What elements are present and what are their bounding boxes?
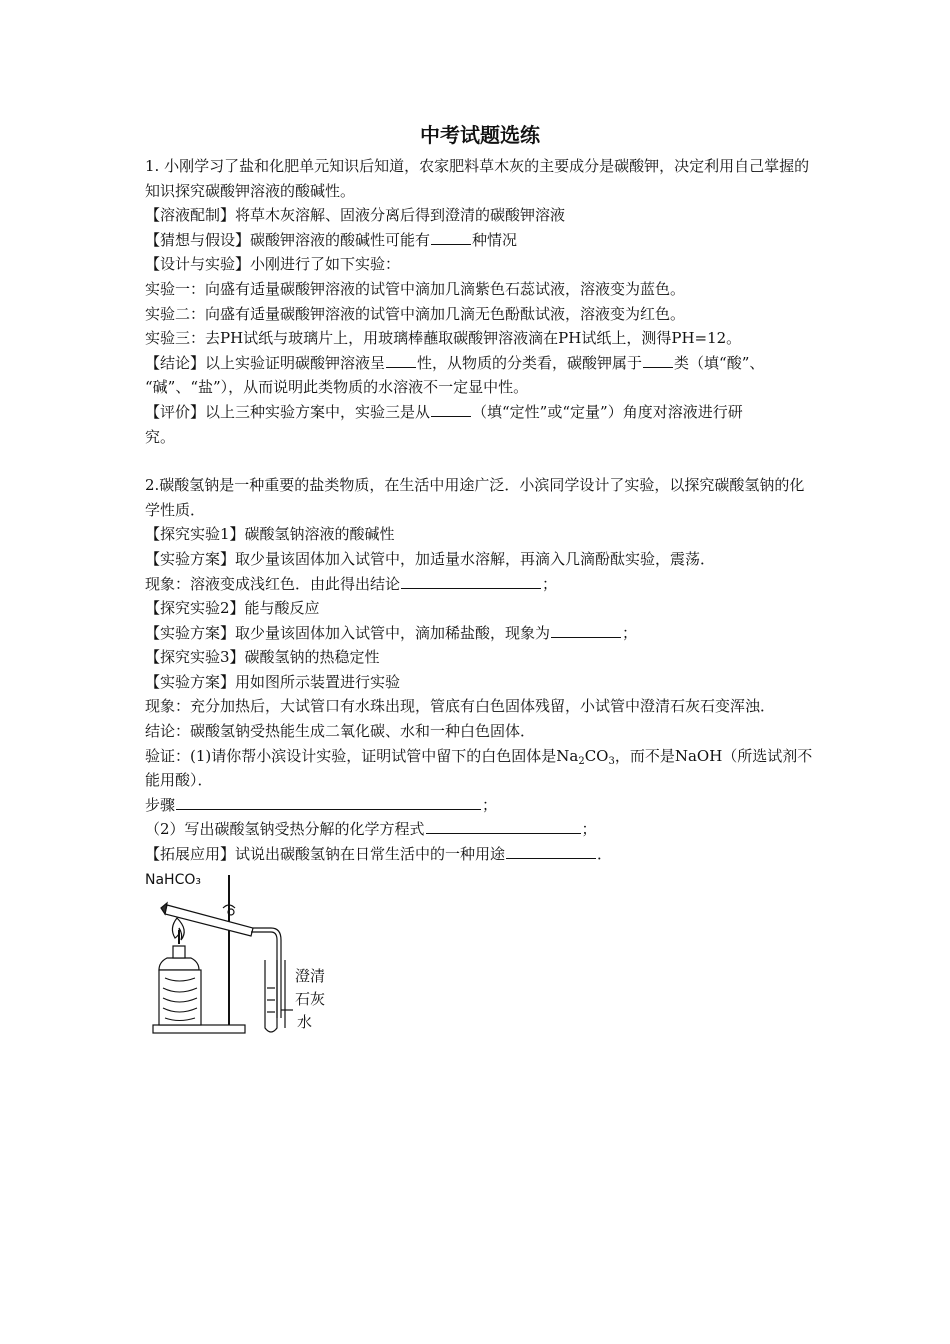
q2-verify xyxy=(145,744,815,793)
q2-e1-observation xyxy=(145,572,815,597)
q1-exp1: 实验一：向盛有适量碳酸钾溶液的试管中滴加几滴紫色石蕊试液，溶液变为蓝色。 xyxy=(145,279,686,298)
q1-intro: 1. 小刚学习了盐和化肥单元知识后知道，农家肥料草木灰的主要成分是碳酸钾，决定利用自己掌握的知识探究碳酸钾溶液的酸碱性。 xyxy=(145,157,810,200)
q2-verify-text: CO xyxy=(584,746,609,765)
apparatus-figure xyxy=(145,870,345,1040)
q1-concl-text: 性，从物质的分类看，碳酸钾属于 xyxy=(417,353,643,372)
q2-e3-conclusion: 结论：碳酸氢钠受热能生成二氧化碳、水和一种白色固体． xyxy=(145,722,536,741)
q2-e3-observation: 现象：充分加热后，大试管口有水珠出现，管底有白色固体残留，小试管中澄清石灰石变浑浊． xyxy=(145,697,776,716)
q1-prep: 【溶液配制】将草木灰溶解、固液分离后得到澄清的碳酸钾溶液 xyxy=(145,206,566,225)
q1-concl-text: 类（填“酸”、 xyxy=(674,353,765,372)
answer-blank[interactable] xyxy=(401,572,541,589)
q2-step xyxy=(145,793,815,818)
spacer xyxy=(145,449,815,473)
answer-blank[interactable] xyxy=(431,400,471,417)
q1-hypothesis xyxy=(145,228,815,253)
q1-exp2: 实验二：向盛有适量碳酸钾溶液的试管中滴加几滴无色酚酞试液，溶液变为红色。 xyxy=(145,304,686,323)
q2-e3: 【探究实验3】碳酸氢钠的热稳定性 xyxy=(145,648,380,667)
q1-eval-text: 【评价】以上三种实验方案中，实验三是从 xyxy=(145,402,431,421)
answer-blank[interactable] xyxy=(506,842,596,859)
q2-equation xyxy=(145,817,815,842)
q2-eq-text: （2）写出碳酸氢钠受热分解的化学方程式 xyxy=(145,820,425,839)
figure-label-limewater: 水 xyxy=(297,1013,313,1031)
q2-e3-plan: 【实验方案】用如图所示装置进行实验 xyxy=(145,672,401,691)
q1-evaluation xyxy=(145,400,815,425)
q2-e1-plan: 【实验方案】取少量该固体加入试管中，加适量水溶解，再滴入几滴酚酞实验，震荡． xyxy=(145,549,716,568)
answer-blank[interactable] xyxy=(551,621,621,638)
apparatus-drawing xyxy=(145,870,345,1040)
q2-e1obs-text: 现象：溶液变成浅红色．由此得出结论 xyxy=(145,574,401,593)
q2-e1: 【探究实验1】碳酸氢钠溶液的酸碱性 xyxy=(145,525,395,544)
q1-hypo-text: 【猜想与假设】碳酸钾溶液的酸碱性可能有 xyxy=(145,230,431,249)
q1-hypo-tail: 种情况 xyxy=(472,230,518,249)
answer-blank[interactable] xyxy=(386,351,416,368)
figure-label-limewater: 石灰 xyxy=(295,990,326,1008)
figure-label-nahco3: NaHCO₃ xyxy=(145,872,201,888)
subscript: 2 xyxy=(578,755,585,767)
q2-step-text: 步骤 xyxy=(145,795,176,814)
q2-application xyxy=(145,842,815,867)
q1-exp3: 实验三：去PH试纸与玻璃片上，用玻璃棒蘸取碳酸钾溶液滴在PH试纸上，测得PH=12。 xyxy=(145,329,742,348)
figure-label-limewater: 澄清 xyxy=(295,967,326,985)
q1-conclusion xyxy=(145,351,815,376)
q2-e1obs-tail: ； xyxy=(542,574,558,593)
answer-blank[interactable] xyxy=(643,351,673,368)
q2-step-tail: ； xyxy=(482,795,498,814)
q2-e2plan-tail: ； xyxy=(622,623,638,642)
q2-verify-text: ，而不是NaOH（所选试剂不能用酸）． xyxy=(145,746,813,790)
q2-app-text: 【拓展应用】试说出碳酸氢钠在日常生活中的一种用途 xyxy=(145,845,506,864)
q1-conclusion-cont: “碱”、“盐”），从而说明此类物质的水溶液不一定显中性。 xyxy=(145,378,529,397)
answer-blank[interactable] xyxy=(176,793,481,810)
q2-app-tail: ． xyxy=(597,845,613,864)
q2-intro: 2.碳酸氢钠是一种重要的盐类物质，在生活中用途广泛．小滨同学设计了实验，以探究碳酸氢钠的化学性质． xyxy=(145,476,805,519)
q2-e2-plan xyxy=(145,621,815,646)
q2-verify-text: 验证：(1)请你帮小滨设计实验，证明试管中留下的白色固体是Na xyxy=(145,746,579,765)
q1-design: 【设计与实验】小刚进行了如下实验： xyxy=(145,255,401,274)
document-page xyxy=(145,120,815,867)
q2-e2plan-text: 【实验方案】取少量该固体加入试管中，滴加稀盐酸，现象为 xyxy=(145,623,551,642)
q1-eval-text: （填“定性”或“定量”）角度对溶液进行研 xyxy=(472,402,743,421)
q2-e2: 【探究实验2】能与酸反应 xyxy=(145,599,320,618)
q2-eq-tail: ； xyxy=(581,820,597,839)
q1-concl-text: 【结论】以上实验证明碳酸钾溶液呈 xyxy=(145,353,386,372)
subscript: 3 xyxy=(608,755,615,767)
answer-blank[interactable] xyxy=(426,817,581,834)
answer-blank[interactable] xyxy=(431,228,471,245)
page-title: 中考试题选练 xyxy=(420,123,540,147)
q1-evaluation-cont: 究。 xyxy=(145,427,176,446)
